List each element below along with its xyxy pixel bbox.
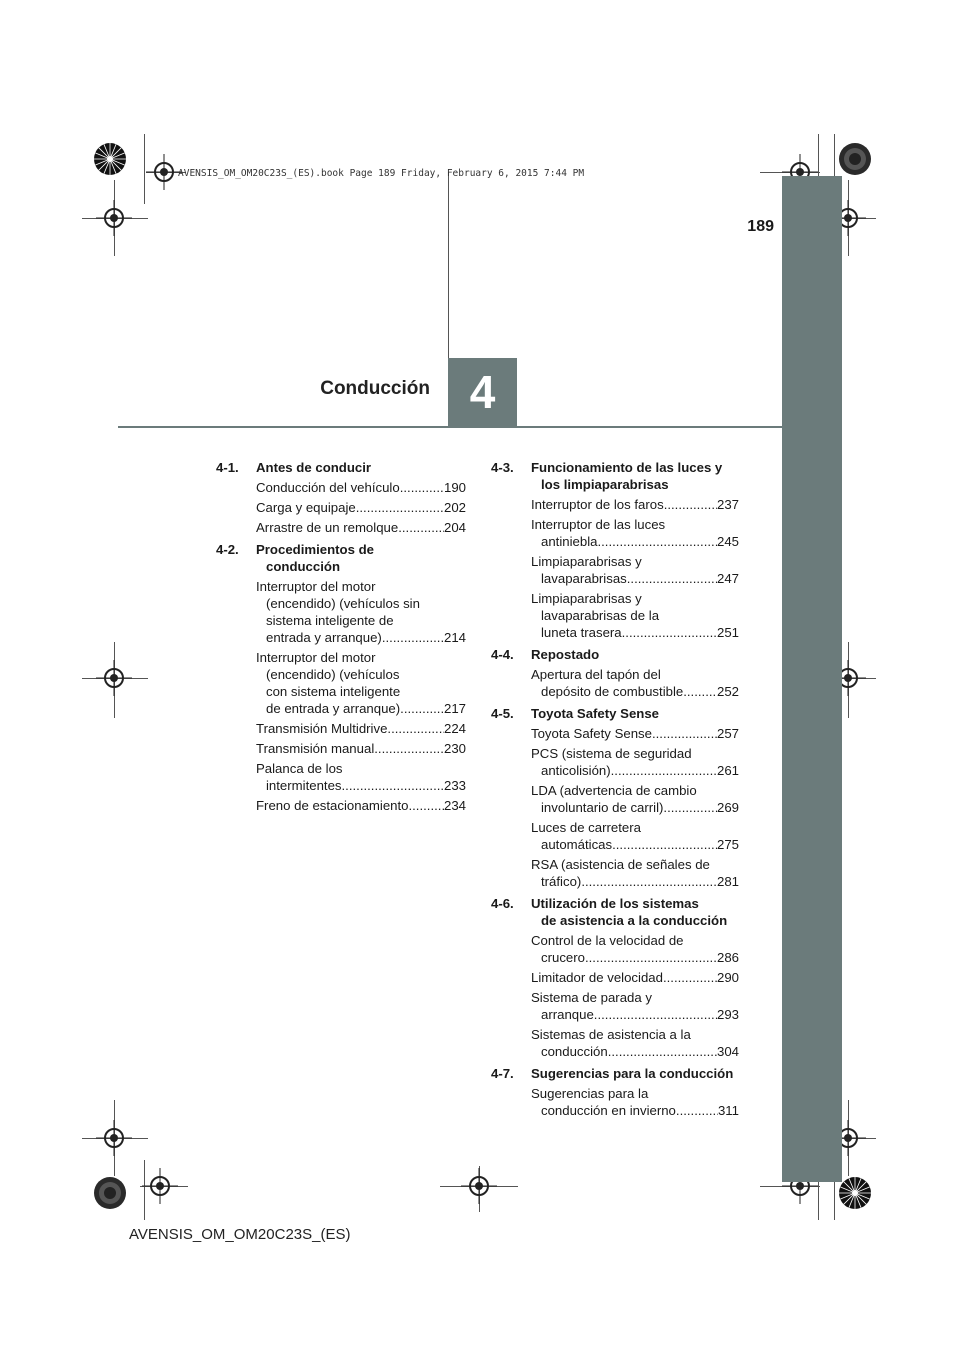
toc-entry: [531, 745, 739, 779]
toc-entry: [531, 782, 739, 816]
toc-entry: [256, 649, 466, 717]
entry-text-line: Interruptor del motor: [256, 579, 376, 594]
registration-mark-icon: [96, 200, 132, 236]
toc-column-right: [491, 459, 739, 1124]
entry-text-line: (encendido) (vehículos sin: [266, 596, 420, 611]
section-title: [531, 1065, 739, 1082]
entry-last-line: [256, 519, 466, 536]
toc-entry: [531, 516, 739, 550]
toc-entry: [531, 969, 739, 986]
entry-last-line: [531, 725, 739, 742]
color-wheel-icon: [838, 142, 872, 176]
section-title-line: Sugerencias para la conducción: [531, 1066, 734, 1081]
entry-text-line: Toyota Safety Sense: [531, 726, 652, 741]
toc-entry: [256, 578, 466, 646]
entry-text-line: Sistema de parada y: [531, 990, 652, 1005]
entry-text-line: Control de la velocidad de: [531, 933, 684, 948]
entry-last-line: [256, 777, 466, 794]
registration-mark-icon: [96, 660, 132, 696]
toc-section: [491, 705, 739, 890]
section-number: 4-1.: [216, 460, 239, 475]
section-entries: [531, 932, 739, 1060]
dot-leader: [627, 570, 717, 587]
entry-last-line: [531, 683, 739, 700]
entry-page-number: 257: [716, 726, 739, 741]
toc-entry: [531, 856, 739, 890]
section-entries: [531, 1085, 739, 1119]
entry-text-line: (encendido) (vehículos: [266, 667, 400, 682]
entry-text-line: Interruptor de las luces: [531, 517, 666, 532]
color-wheel-icon: [838, 1176, 872, 1210]
entry-text-line: depósito de combustible: [541, 684, 684, 699]
section-heading: [491, 1065, 739, 1082]
entry-page-number: 281: [716, 874, 739, 889]
registration-mark-icon: [96, 1120, 132, 1156]
section-title: [531, 459, 739, 493]
section-heading: [216, 459, 466, 476]
entry-last-line: [531, 836, 739, 853]
dot-leader: [374, 740, 444, 757]
entry-page-number: 251: [716, 625, 739, 640]
section-heading: [491, 705, 739, 722]
section-title-line: conducción: [266, 559, 340, 574]
toc-entry: [531, 932, 739, 966]
section-number: 4-6.: [491, 896, 514, 911]
entry-text-line: de entrada y arranque): [266, 701, 401, 716]
dot-leader: [398, 519, 444, 536]
toc-entry: [256, 499, 466, 516]
section-number: 4-5.: [491, 706, 514, 721]
toc-entry: [531, 666, 739, 700]
page-number: 189: [747, 218, 774, 235]
dot-leader: [400, 700, 444, 717]
entry-page-number: 304: [716, 1044, 739, 1059]
dot-leader: [594, 1006, 717, 1023]
entry-page-number: 233: [443, 778, 466, 793]
entry-text-line: arranque: [541, 1007, 594, 1022]
toc-entry: [531, 590, 739, 641]
entry-last-line: [256, 499, 466, 516]
toc-section: [216, 541, 466, 814]
entry-text-line: Interruptor de los faros: [531, 497, 664, 512]
entry-text-line: entrada y arranque): [266, 630, 382, 645]
section-title-line: Utilización de los sistemas: [531, 896, 699, 911]
entry-last-line: [531, 624, 739, 641]
entry-text-line: involuntario de carril): [541, 800, 664, 815]
toc-entry: [256, 479, 466, 496]
entry-text-line: intermitentes: [266, 778, 342, 793]
section-title: [256, 541, 466, 575]
section-number: 4-7.: [491, 1066, 514, 1081]
entry-page-number: 237: [716, 497, 739, 512]
section-number: 4-4.: [491, 647, 514, 662]
dot-leader: [683, 683, 717, 700]
toc-entry: [531, 725, 739, 742]
entry-text-line: sistema inteligente de: [266, 613, 394, 628]
entry-last-line: [256, 700, 466, 717]
dot-leader: [611, 762, 717, 779]
entry-text-line: luneta trasera: [541, 625, 622, 640]
entry-last-line: [256, 479, 466, 496]
entry-page-number: 286: [716, 950, 739, 965]
entry-text-line: RSA (asistencia de señales de: [531, 857, 710, 872]
chapter-side-tab: [782, 176, 842, 1182]
entry-page-number: 247: [716, 571, 739, 586]
toc-entry: [256, 720, 466, 737]
entry-last-line: [531, 1043, 739, 1060]
section-title: [531, 895, 739, 929]
entry-text-line: lavaparabrisas: [541, 571, 627, 586]
entry-last-line: [531, 1102, 739, 1119]
entry-text-line: Palanca de los: [256, 761, 343, 776]
section-entries: [531, 496, 739, 641]
entry-page-number: 214: [443, 630, 466, 645]
toc-column-left: [216, 459, 466, 819]
entry-text-line: Freno de estacionamiento: [256, 798, 409, 813]
entry-page-number: 290: [716, 970, 739, 985]
entry-page-number: 311: [717, 1103, 739, 1118]
color-wheel-icon: [93, 1176, 127, 1210]
dot-leader: [622, 624, 717, 641]
entry-page-number: 245: [716, 534, 739, 549]
entry-page-number: 252: [716, 684, 739, 699]
entry-page-number: 224: [443, 721, 466, 736]
section-title-line: Procedimientos de: [256, 542, 374, 557]
entry-text-line: conducción: [541, 1044, 608, 1059]
entry-page-number: 202: [443, 500, 466, 515]
dot-leader: [400, 479, 444, 496]
dot-leader: [387, 720, 444, 737]
entry-text-line: Transmisión manual: [256, 741, 375, 756]
section-entries: [531, 725, 739, 890]
section-title: [531, 705, 739, 722]
entry-text-line: Limitador de velocidad: [531, 970, 663, 985]
toc-entry: [531, 496, 739, 513]
section-entries: [256, 578, 466, 814]
footer-document-code: AVENSIS_OM_OM20C23S_(ES): [129, 1226, 351, 1243]
entry-page-number: 230: [443, 741, 466, 756]
entry-text-line: antiniebla: [541, 534, 598, 549]
section-title-line: Funcionamiento de las luces y: [531, 460, 723, 475]
chapter-title: Conducción: [320, 378, 430, 399]
section-heading: [491, 646, 739, 663]
entry-page-number: 217: [443, 701, 466, 716]
toc-entry: [531, 819, 739, 853]
entry-text-line: PCS (sistema de seguridad: [531, 746, 692, 761]
dot-leader: [581, 873, 717, 890]
section-title-line: Repostado: [531, 647, 600, 662]
chapter-number-box: 4: [448, 358, 517, 427]
entry-last-line: [256, 629, 466, 646]
color-wheel-icon: [93, 142, 127, 176]
toc-section: [491, 1065, 739, 1119]
section-heading: [491, 895, 739, 929]
dot-leader: [608, 1043, 717, 1060]
entry-page-number: 204: [443, 520, 466, 535]
entry-text-line: Arrastre de un remolque: [256, 520, 399, 535]
toc-entry: [531, 989, 739, 1023]
registration-mark-icon: [146, 154, 182, 190]
registration-mark-icon: [461, 1168, 497, 1204]
entry-last-line: [531, 496, 739, 513]
dot-leader: [585, 949, 717, 966]
entry-text-line: Luces de carretera: [531, 820, 641, 835]
toc-section: [491, 646, 739, 700]
book-file-header: AVENSIS_OM_OM20C23S_(ES).book Page 189 Friday, February 6, 2015 7:44 PM: [178, 168, 585, 179]
entry-last-line: [256, 797, 466, 814]
entry-text-line: Limpiaparabrisas y: [531, 554, 642, 569]
entry-page-number: 261: [716, 763, 739, 778]
entry-page-number: 293: [716, 1007, 739, 1022]
dot-leader: [663, 799, 717, 816]
dot-leader: [597, 533, 717, 550]
section-title-line: los limpiaparabrisas: [541, 477, 669, 492]
entry-text-line: Interruptor del motor: [256, 650, 376, 665]
dot-leader: [356, 499, 444, 516]
section-heading: [491, 459, 739, 493]
entry-last-line: [256, 720, 466, 737]
section-title: [531, 646, 739, 663]
toc-entry: [531, 1026, 739, 1060]
entry-text-line: Apertura del tapón del: [531, 667, 661, 682]
entry-last-line: [531, 533, 739, 550]
entry-page-number: 190: [443, 480, 466, 495]
section-number: 4-2.: [216, 542, 239, 557]
dot-leader: [676, 1102, 718, 1119]
dot-leader: [382, 629, 444, 646]
section-entries: [256, 479, 466, 536]
dot-leader: [612, 836, 717, 853]
entry-text-line: Sugerencias para la: [531, 1086, 649, 1101]
toc-entry: [256, 740, 466, 757]
entry-text-line: Sistemas de asistencia a la: [531, 1027, 691, 1042]
registration-mark-icon: [142, 1168, 178, 1204]
entry-last-line: [531, 799, 739, 816]
entry-last-line: [256, 740, 466, 757]
entry-last-line: [531, 1006, 739, 1023]
section-heading: [216, 541, 466, 575]
toc-entry: [256, 519, 466, 536]
entry-text-line: Conducción del vehículo: [256, 480, 400, 495]
entry-text-line: Limpiaparabrisas y: [531, 591, 642, 606]
dot-leader: [652, 725, 717, 742]
section-entries: [531, 666, 739, 700]
entry-page-number: 269: [716, 800, 739, 815]
section-title: [256, 459, 466, 476]
section-number: 4-3.: [491, 460, 514, 475]
header-rule: [118, 426, 782, 428]
toc-section: [491, 895, 739, 1060]
dot-leader: [663, 969, 717, 986]
toc-section: [216, 459, 466, 536]
entry-text-line: con sistema inteligente: [266, 684, 401, 699]
dot-leader: [664, 496, 717, 513]
entry-text-line: LDA (advertencia de cambio: [531, 783, 697, 798]
entry-text-line: lavaparabrisas de la: [541, 608, 660, 623]
entry-text-line: tráfico): [541, 874, 582, 889]
entry-text-line: automáticas: [541, 837, 613, 852]
entry-last-line: [531, 570, 739, 587]
entry-page-number: 275: [716, 837, 739, 852]
entry-text-line: anticolisión): [541, 763, 611, 778]
entry-text-line: Carga y equipaje: [256, 500, 356, 515]
toc-entry: [531, 553, 739, 587]
entry-last-line: [531, 762, 739, 779]
section-title-line: de asistencia a la conducción: [541, 913, 728, 928]
dot-leader: [408, 797, 444, 814]
toc-section: [491, 459, 739, 641]
section-title-line: Antes de conducir: [256, 460, 372, 475]
toc-entry: [256, 797, 466, 814]
dot-leader: [342, 777, 444, 794]
entry-page-number: 234: [443, 798, 466, 813]
toc-entry: [256, 760, 466, 794]
entry-last-line: [531, 949, 739, 966]
entry-text-line: crucero: [541, 950, 585, 965]
entry-last-line: [531, 873, 739, 890]
entry-text-line: Transmisión Multidrive: [256, 721, 388, 736]
toc-entry: [531, 1085, 739, 1119]
entry-text-line: conducción en invierno: [541, 1103, 676, 1118]
section-title-line: Toyota Safety Sense: [531, 706, 660, 721]
entry-last-line: [531, 969, 739, 986]
